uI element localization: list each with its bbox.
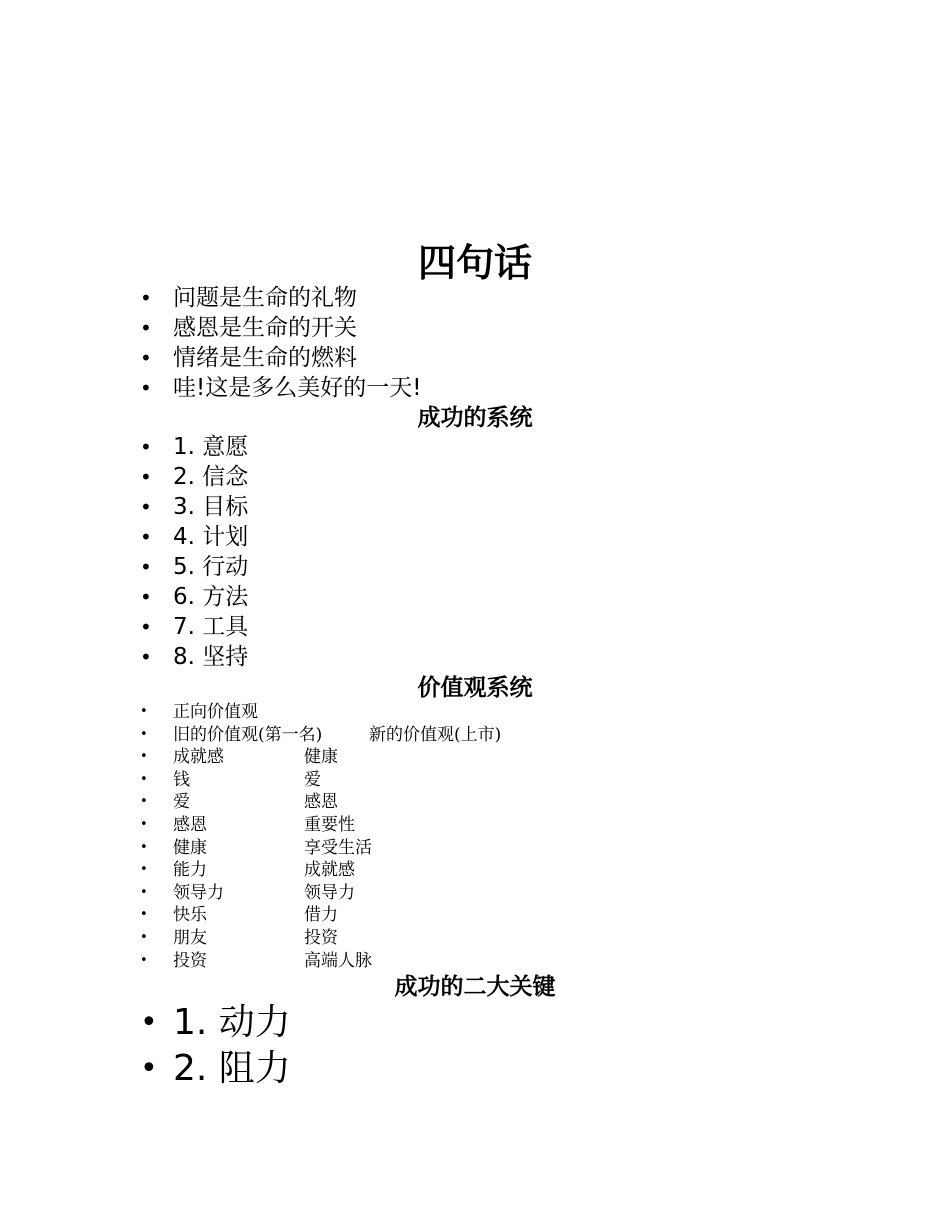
section-title-success-system: 成功的系统 [417,405,533,431]
old-values-header: 旧的价值观(第一名) [173,724,323,745]
bullet: • [140,862,148,878]
bullet: • [140,726,148,742]
bullet: • [140,839,148,855]
bullet: • [140,615,152,639]
bullet: • [140,435,152,459]
bullet: • [140,316,152,340]
bullet: • [140,495,152,519]
page-title: 四句话 [417,241,532,285]
bullet: • [140,1051,158,1086]
bullet: • [140,1005,158,1040]
bullet: • [140,816,148,832]
bullet: • [140,465,152,489]
bullet: • [140,346,152,370]
bullet: • [140,704,148,719]
bullet: • [140,907,148,923]
section-title-value-system: 价值观系统 [417,675,533,701]
bullet: • [140,929,148,945]
bullet: • [140,555,152,579]
bullet: • [140,771,148,787]
bullet: • [140,525,152,549]
bullet: • [140,794,148,810]
bullet: • [140,585,152,609]
bullet: • [140,884,148,900]
section-title-two-keys: 成功的二大关键 [394,974,556,1000]
bullet: • [140,645,152,669]
bullet: • [140,749,148,765]
bullet: • [140,952,148,968]
new-values-header: 新的价值观(上市) [369,724,502,745]
document-page: 四句话 • 问题是生命的礼物 • 感恩是生命的开关 • 情绪是生命的燃料 • 哇!这是多么美好的一天! 成功的系统 • 1. 意愿 • 2. 信念 • 3. 目标 • 4. 计划 • 5. 行动 • 6. 方法 • 7. 工具 • 8. 坚持 价值观系统 • 正向价值观 • 旧的价值观(第一名) 新的价值观(上市) • 成就感 健康 • 钱 爱 • 爱 感恩 • 感恩 重要性 • 健康 享受生活 • 能力 成就感 • 领导力 领导力 • 快乐 借力 • 朋友 投资 • 投资 高端人脉 成功的二大关键 • 1. 动力 • 2. 阻力 [0,0,950,1230]
bullet: • [140,376,152,400]
bullet: • [140,286,152,310]
